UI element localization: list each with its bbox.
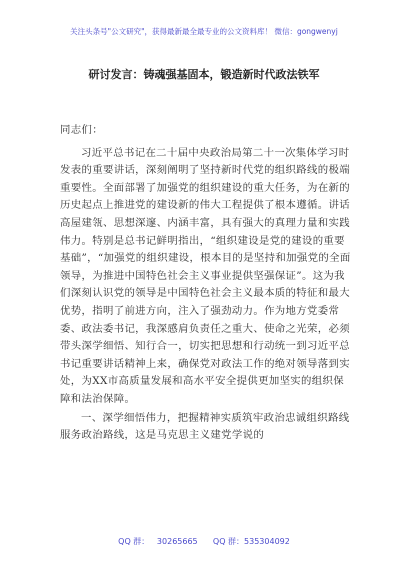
- header-promo-note: 关注头条号"公文研究"，获得最新最全最专业的公文资料库！ 微信：gongwenyj: [70, 27, 338, 36]
- body-paragraph: 习近平总书记在二十届中央政治局第二十一次集体学习时发表的重要讲话，深刻阐明了坚持新时代党的组织路线的极端重要性。全面部署了加强党的组织建设的重大任务，为在新的历史起点上推进党的建设新的伟大工程提供了根本遵循。讲话高屋建瓴、思想深邃、内涵丰富，具有强大的真理力量和实践伟力。特别是总书记鲜明指出，“组织建设是党的建设的重要基础”，“加强党的组织建设，根本目的是坚持和加强党的全面领导，为推进中国特色社会主义事业提供坚强保证”。这为我们深刻认识党的领导是中国特色社会主义最本质的特征和最大优势，指明了前进方向，注入了强劲动力。作为地方党委常委、政法委书记，我深感肩负责任之重大、使命之光荣，必须带头深学细悟、知行合一，切实把思想和行动统一到习近平总书记重要讲话精神上来，确保党对政法工作的绝对领导落到实处，为XX市高质量发展和高水平安全提供更加坚实的组织保障和法治保障。: [60, 146, 351, 405]
- salutation: 同志们：: [60, 124, 103, 136]
- section-heading-paragraph: 一、深学细悟伟力，把握精神实质筑牢政治忠诚组织路线服务政治路线，这是马克思主义建党学说的: [60, 411, 350, 442]
- document-body: [60, 122, 352, 445]
- footer-qq-groups: QQ 群： 30265665 QQ 群：535304092: [118, 537, 290, 546]
- document-title: 研讨发言：铸魂强基固本，锻造新时代政法铁军: [88, 68, 320, 81]
